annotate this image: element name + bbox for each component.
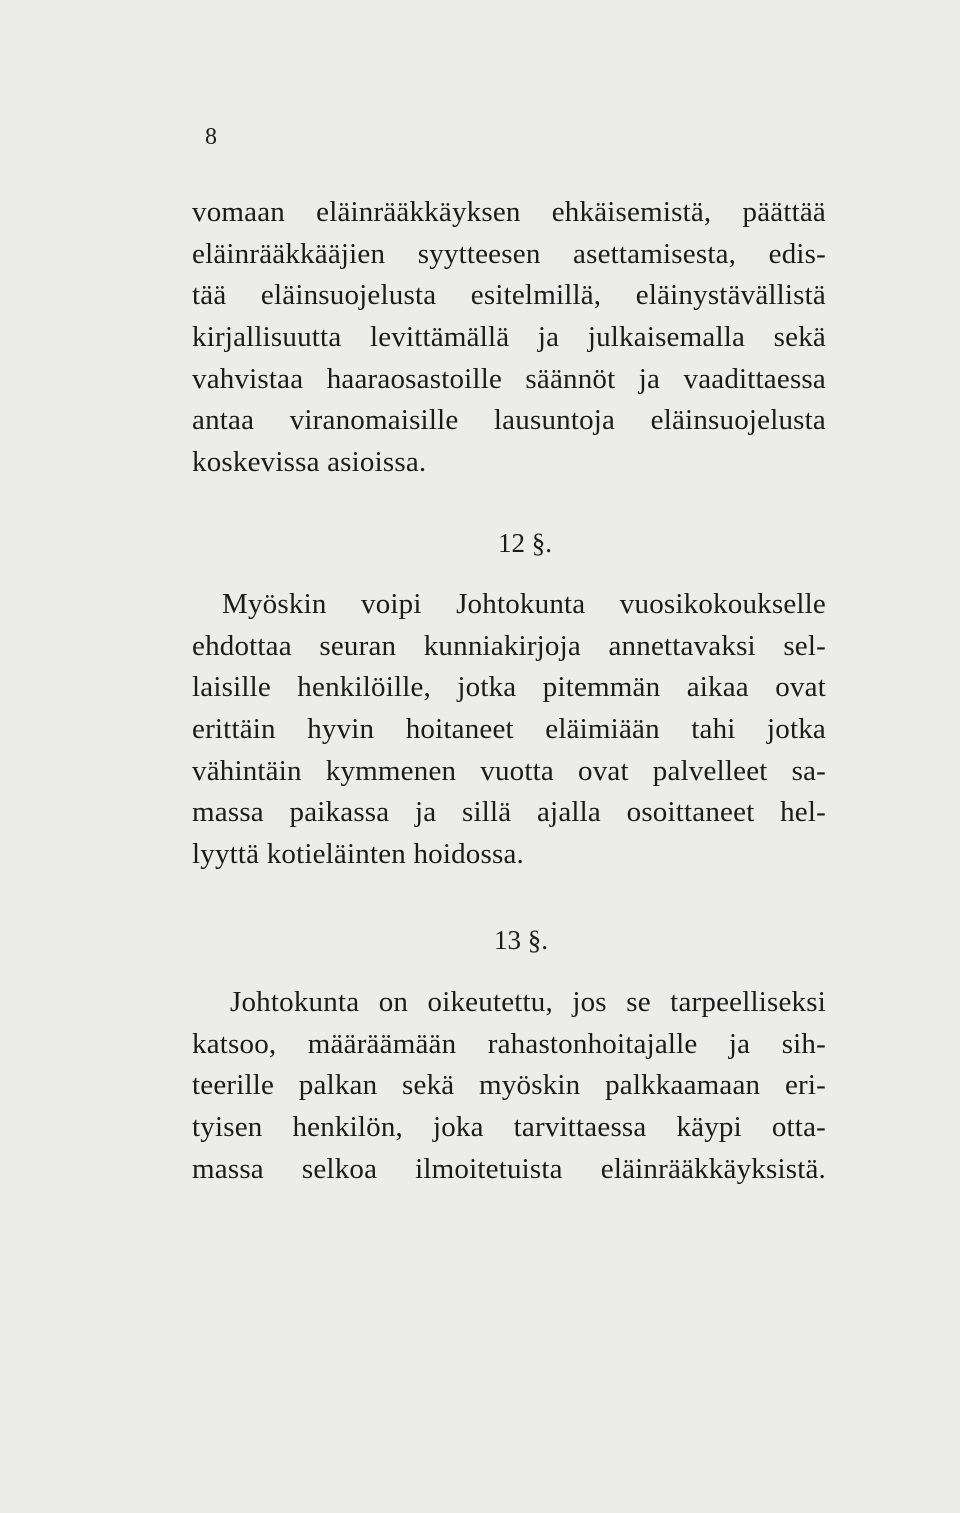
paragraph-section-13 <box>192 982 826 1190</box>
section-heading-12: 12 §. <box>498 528 552 558</box>
text-line: koskevissa asioissa. <box>192 446 427 479</box>
text-line: antaa viranomaisille lausuntoja eläinsuojelusta <box>192 404 826 437</box>
section-heading-13: 13 §. <box>494 925 548 955</box>
text-line: vahvistaa haaraosastoille säännöt ja vaadittaessa <box>192 362 826 395</box>
text-line: massa paikassa ja sillä ajalla osoittaneet hel- <box>192 796 826 829</box>
paragraph-section-12 <box>192 584 826 876</box>
text-line: Johtokunta on oikeutettu, jos se tarpeelliseksi <box>230 986 826 1018</box>
text-line: tyisen henkilön, joka tarvittaessa käypi otta- <box>192 1111 826 1144</box>
text-line: Myöskin voipi Johtokunta vuosikokoukselle <box>222 588 826 620</box>
text-line: kirjallisuutta levittämällä ja julkaisemalla sekä <box>192 321 826 354</box>
text-line: tää eläinsuojelusta esitelmillä, eläinystävällistä <box>192 279 826 312</box>
text-line: eläinrääkkääjien syytteesen asettamisesta, edis- <box>192 237 826 270</box>
paragraph-continuation <box>192 192 826 484</box>
text-line: ehdottaa seuran kunniakirjoja annettavaksi sel- <box>192 629 826 662</box>
page-number: 8 <box>205 124 217 150</box>
text-line: vähintäin kymmenen vuotta ovat palvelleet sa- <box>192 754 826 787</box>
text-line: katsoo, määräämään rahastonhoitajalle ja sih- <box>192 1027 826 1060</box>
text-line: laisille henkilöille, jotka pitemmän aikaa ovat <box>192 671 826 704</box>
text-line: erittäin hyvin hoitaneet eläimiään tahi jotka <box>192 713 826 746</box>
text-line: teerille palkan sekä myöskin palkkaamaan eri- <box>192 1069 826 1102</box>
text-line: massa selkoa ilmoitetuista eläinrääkkäyksistä. <box>192 1152 826 1185</box>
text-line: vomaan eläinrääkkäyksen ehkäisemistä, päättää <box>192 196 826 228</box>
text-line: lyyttä kotieläinten hoidossa. <box>192 838 524 871</box>
